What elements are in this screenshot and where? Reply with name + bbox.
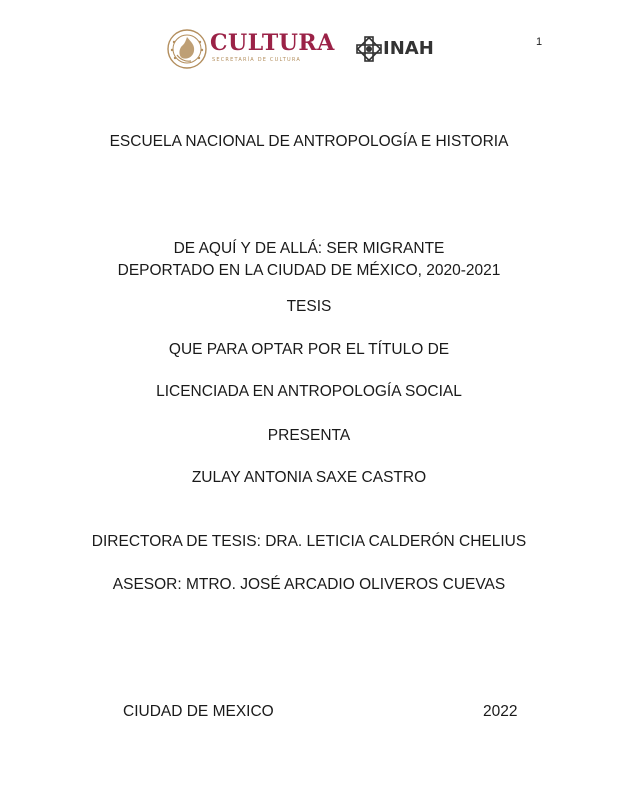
inah-logo [356,36,446,62]
page-number: 1 [536,36,543,48]
inah-logo-word: INAH [383,38,434,59]
thesis-advisor: ASESOR: MTRO. JOSÉ ARCADIO OLIVEROS CUEVAS [112,576,506,593]
author-name: ZULAY ANTONIA SAXE CASTRO [191,469,427,486]
cultura-logo-subtitle: SECRETARÍA DE CULTURA [212,57,301,63]
cultura-emblem-icon [166,28,208,70]
degree-intro: QUE PARA OPTAR POR EL TÍTULO DE [168,341,450,358]
document-type: TESIS [286,298,332,315]
presenta-label: PRESENTA [267,427,351,444]
institution-name: ESCUELA NACIONAL DE ANTROPOLOGÍA E HISTORIA [109,133,509,150]
header-logos [166,28,456,70]
cultura-logo-word: CULTURA [210,30,335,56]
thesis-title-line-2: DEPORTADO EN LA CIUDAD DE MÉXICO, 2020-2021 [117,262,501,279]
footer-city: CIUDAD DE MEXICO [123,703,274,720]
thesis-title-line-1: DE AQUÍ Y DE ALLÁ: SER MIGRANTE [173,240,445,257]
cultura-logo [166,28,336,70]
inah-emblem-icon [356,36,382,62]
footer-year: 2022 [483,703,518,720]
degree-name: LICENCIADA EN ANTROPOLOGÍA SOCIAL [156,383,462,400]
thesis-director: DIRECTORA DE TESIS: DRA. LETICIA CALDERÓN CHELIUS [91,533,527,550]
